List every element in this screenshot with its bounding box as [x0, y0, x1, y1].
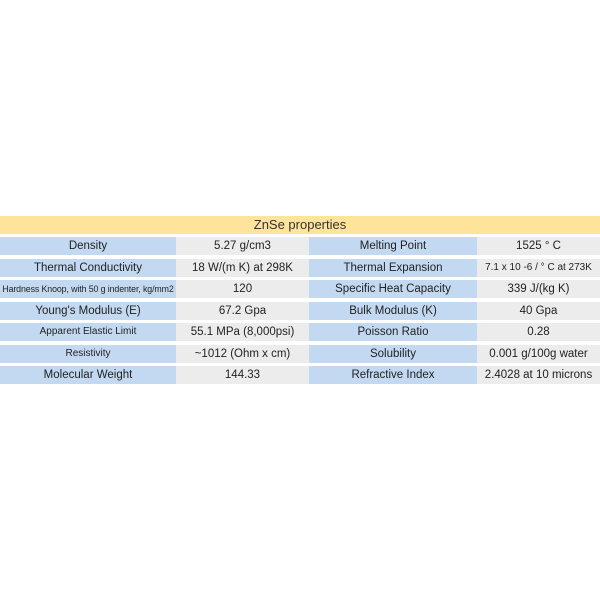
table-row [0, 366, 600, 384]
property-value: 40 Gpa [477, 302, 600, 320]
table-row [0, 259, 600, 277]
properties-table [0, 216, 600, 388]
table-title: ZnSe properties [0, 216, 600, 234]
table-row [0, 280, 600, 298]
property-name: Solubility [309, 345, 477, 363]
property-name: Poisson Ratio [309, 323, 477, 341]
property-name: Refractive Index [309, 366, 477, 384]
property-name: Molecular Weight [0, 366, 176, 384]
property-value: 7.1 x 10 -6 / ° C at 273K [477, 259, 600, 277]
property-value: 144.33 [176, 366, 309, 384]
property-value: 0.28 [477, 323, 600, 341]
property-name: Resistivity [0, 345, 176, 363]
property-name: Hardness Knoop, with 50 g indenter, kg/mm2 [0, 280, 176, 298]
property-value: ~1012 (Ohm x cm) [176, 345, 309, 363]
property-value: 67.2 Gpa [176, 302, 309, 320]
property-value: 339 J/(kg K) [477, 280, 600, 298]
property-name: Specific Heat Capacity [309, 280, 477, 298]
property-name: Young's Modulus (E) [0, 302, 176, 320]
property-name: Bulk Modulus (K) [309, 302, 477, 320]
property-name: Melting Point [309, 237, 477, 255]
table-row [0, 323, 600, 341]
table-row [0, 237, 600, 255]
property-value: 55.1 MPa (8,000psi) [176, 323, 309, 341]
property-value: 1525 ° C [477, 237, 600, 255]
table-row [0, 302, 600, 320]
property-name: Thermal Conductivity [0, 259, 176, 277]
property-name: Thermal Expansion [309, 259, 477, 277]
property-name: Apparent Elastic Limit [0, 323, 176, 341]
property-value: 18 W/(m K) at 298K [176, 259, 309, 277]
property-name: Density [0, 237, 176, 255]
property-value: 2.4028 at 10 microns [477, 366, 600, 384]
property-value: 5.27 g/cm3 [176, 237, 309, 255]
property-value: 120 [176, 280, 309, 298]
property-value: 0.001 g/100g water [477, 345, 600, 363]
table-row [0, 345, 600, 363]
